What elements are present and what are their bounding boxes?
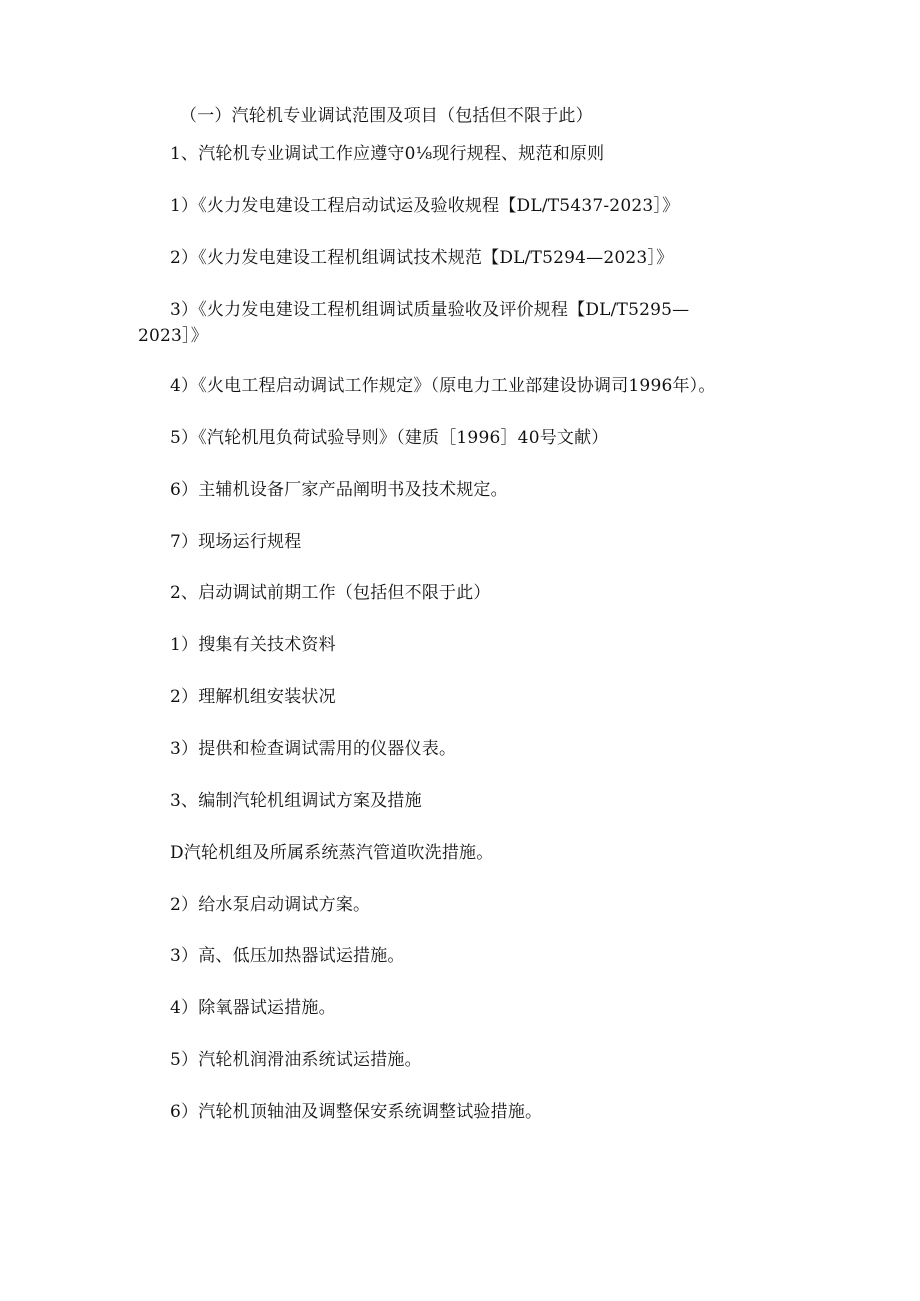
paragraph-line: 6）汽轮机顶轴油及调整保安系统调整试验措施。 (170, 1102, 543, 1122)
paragraph-line: 7）现场运行规程 (170, 532, 302, 552)
paragraph-line: 3、编制汽轮机组调试方案及措施 (170, 791, 422, 811)
paragraph-line: 3）提供和检查调试需用的仪器仪表。 (170, 739, 457, 759)
paragraph-line: 1、汽轮机专业调试工作应遵守0⅛现行规程、规范和原则 (170, 144, 605, 164)
paragraph-line: 1）搜集有关技术资料 (170, 635, 336, 655)
paragraph-line: 2）《火力发电建设工程机组调试技术规范【DL/T5294—2023］》 (170, 248, 674, 268)
paragraph-line: 2）给水泵启动调试方案。 (170, 895, 371, 915)
paragraph-line: D汽轮机组及所属系统蒸汽管道吹洗措施。 (170, 843, 494, 863)
paragraph-line: 1）《火力发电建设工程启动试运及验收规程【DL/T5437-2023］》 (170, 196, 680, 216)
section-heading: （一）汽轮机专业调试范围及项目（包括但不限于此） (180, 106, 593, 126)
paragraph-line: 3）《火力发电建设工程机组调试质量验收及评价规程【DL/T5295—2023］》 (138, 300, 690, 346)
paragraph-line: 2、启动调试前期工作（包括但不限于此） (170, 583, 491, 603)
paragraph-line: 5）《汽轮机甩负荷试验导则》（建质［1996］40号文献） (170, 428, 609, 448)
paragraph-line: 5）汽轮机润滑油系统试运措施。 (170, 1050, 422, 1070)
paragraph-line: 2）理解机组安装状况 (170, 687, 336, 707)
paragraph-line: 3）高、低压加热器试运措施。 (170, 946, 405, 966)
paragraph-line: 4）除氧器试运措施。 (170, 998, 336, 1018)
paragraph-line: 4）《火电工程启动调试工作规定》（原电力工业部建设协调司1996年）。 (170, 376, 716, 396)
paragraph-line: 6）主辅机设备厂家产品阐明书及技术规定。 (170, 480, 508, 500)
